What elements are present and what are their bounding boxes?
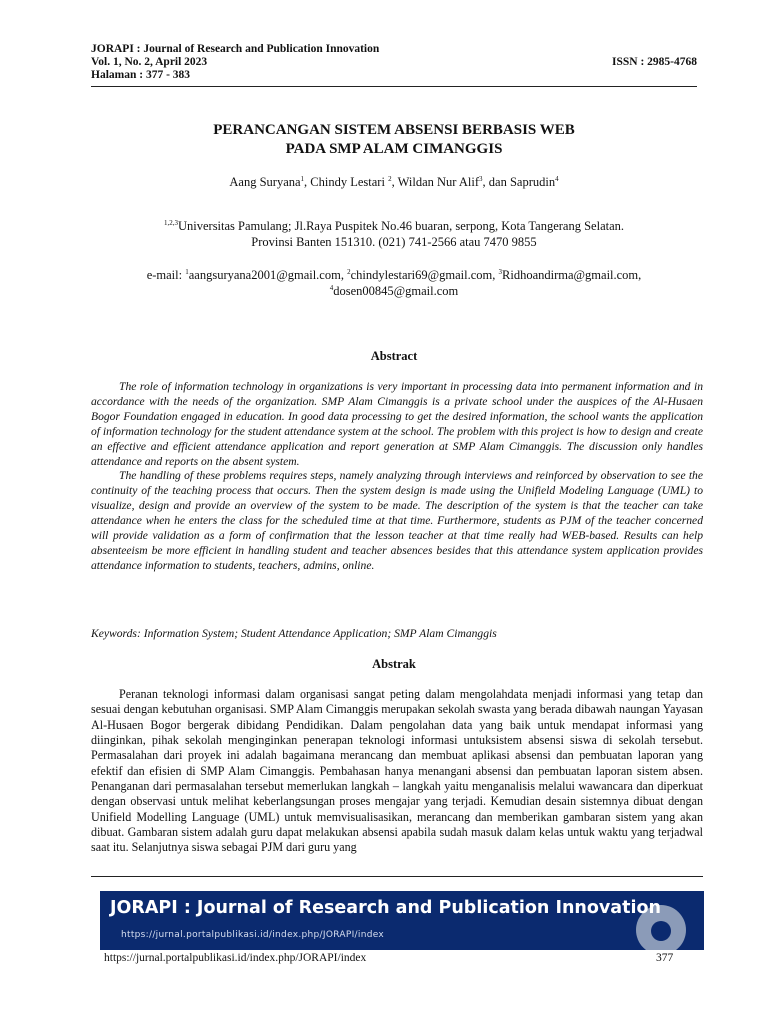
email-3: Ridhoandirma@gmail.com,: [502, 268, 642, 282]
abstract-heading: Abstract: [370, 349, 418, 363]
affiliation-line-2: Provinsi Banten 151310. (021) 741-2566 atau 7470 9855: [251, 235, 537, 249]
email-2: chindylestari69@gmail.com,: [350, 268, 499, 282]
abstrak-heading: Abstrak: [372, 657, 416, 671]
author-4: Saprudin: [509, 175, 556, 189]
abstrak-body: [91, 687, 703, 856]
email-3-mark: 3: [498, 268, 503, 276]
author-1: Aang Suryana: [229, 175, 301, 189]
abstract-paragraph-1: The role of information technology in organizations is very important in processing data into permanent information and in accordance with the needs of the organization. SMP Alam Cimanggis is a private school under the auspices of the Al-Husaen Bogor Foundation engaged in education. In good data processing to get the desired information, the school wants the application of information technology for the student attendance system at the school. The problem with this project is how to design and create an effective and efficient attendance application and report generation at SMP Alam Cimanggis. The discussion only handles attendance and reports on the absent system.: [91, 380, 703, 468]
email-1: aangsuryana2001@gmail.com,: [188, 268, 348, 282]
header-row: [91, 56, 697, 69]
journal-name: JORAPI : Journal of Research and Publication Innovation: [91, 43, 380, 55]
page-range: Halaman : 377 - 383: [91, 69, 191, 81]
footer-url[interactable]: https://jurnal.portalpublikasi.id/index.php/JORAPI/index: [104, 952, 367, 964]
affiliation-mark: 1,2,3: [163, 219, 178, 227]
abstract-body: [91, 380, 703, 574]
header-divider: [91, 86, 697, 87]
author-3: Wildan Nur Alif: [397, 175, 480, 189]
banner-title: JORAPI : Journal of Research and Publication Innovation: [110, 898, 661, 918]
affiliation: [91, 218, 697, 250]
affiliation-text-1: Universitas Pamulang; Jl.Raya Puspitek No.46 buaran, serpong, Kota Tangerang Selatan.: [177, 219, 625, 233]
author-2: Chindy Lestari: [310, 175, 389, 189]
email-4: dosen00845@gmail.com: [333, 284, 459, 298]
abstrak-paragraph-1: Peranan teknologi informasi dalam organisasi sangat peting dalam mengolahdata menjadi informasi yang tetap dan sesuai dengan kebutuhan organisasi. SMP Alam Cimanggis merupakan sekolah swasta yang berada dibawah naungan Yayasan Al-Husaen Bogor bergerak dibidang Pendidikan. Dalam pengolahan data yang baik untuk mendapat informasi yang diinginkan, pihak sekolah menginginkan penerapan teknologi informasi untuksistem absensi siswa di sekolah tersebut. Permasalahan dari proyek ini adalah bagaimana merancang dan membuat aplikasi absensi dan pembuatan laporan yang efektif dan efisien di SMP Alam Cimanggis. Pembahasan hanya menangani absensi dan pembuatan laporan sistem absen. Penanganan dari permasalahan tersebut memerlukan langkah – langkah yaitu menganalisis melalui wawancara dan diperkuat dengan observasi untuk melihat keberlangsungan proses mengajar yang terjadi. Kemudian desain sistemnya dibuat dengan Unifield Modelling Language (UML) untuk memvisualisasikan, merancang dan memberikan gambaran sistem yang akan dibuat. Gambaran sistem adalah guru dapat melakukan absensi apabila sudah masuk dalam kelas untuk waktu yang terjadwal saat itu. Selanjutnya siswa sebagai PJM dari guru yang: [91, 687, 703, 855]
author-separator: , dan: [482, 175, 510, 189]
author-4-mark: 4: [555, 175, 559, 183]
email-line-1: [91, 267, 697, 283]
email-1-mark: 1: [185, 268, 189, 276]
author-separator: ,: [304, 175, 311, 189]
author-3-mark: 3: [479, 175, 483, 183]
author-list: [91, 174, 697, 190]
author-separator: ,: [391, 175, 398, 189]
email-2-mark: 2: [347, 268, 351, 276]
volume-info: Vol. 1, No. 2, April 2023: [91, 56, 208, 68]
affiliation-line-1: [91, 218, 697, 234]
page-number: 377: [656, 952, 674, 964]
author-2-mark: 2: [388, 175, 392, 183]
issn: ISSN : 2985-4768: [612, 56, 697, 68]
email-4-mark: 4: [329, 284, 334, 292]
title-line-1: PERANCANGAN SISTEM ABSENSI BERBASIS WEB: [213, 122, 575, 138]
footer-divider: [91, 876, 703, 877]
email-line-2: [91, 283, 697, 299]
paper-title: [91, 121, 697, 159]
author-1-mark: 1: [300, 175, 305, 183]
abstract-paragraph-2: The handling of these problems requires steps, namely analyzing through interviews and reinforced by observation to see the continuity of the teaching process that occurs. Then the system design is made using the Unifield Modeling Language (UML) to visualize, design and provide an overview of the system to be made. The description of the system is that the teacher can take attendance when he enters the class for the scheduled time at that time. Furthermore, students as PJM of the teacher concerned will provide validation as a form of confirmation that the lesson teacher at that time really had WEB-based. Results can help absenteeism be more efficient in handling student and teacher absences besides that this attendance system application provides attendance information to students, teachers, admins, online.: [91, 469, 703, 572]
email-block: [91, 267, 697, 299]
title-line-2: PADA SMP ALAM CIMANGGIS: [285, 141, 503, 157]
running-header: [91, 43, 697, 82]
keywords: Keywords: Information System; Student Attendance Application; SMP Alam Cimanggis: [91, 627, 497, 640]
journal-banner: [100, 891, 704, 950]
banner-url: https://jurnal.portalpublikasi.id/index.php/JORAPI/index: [121, 930, 385, 940]
email-prefix: e-mail:: [146, 268, 186, 282]
